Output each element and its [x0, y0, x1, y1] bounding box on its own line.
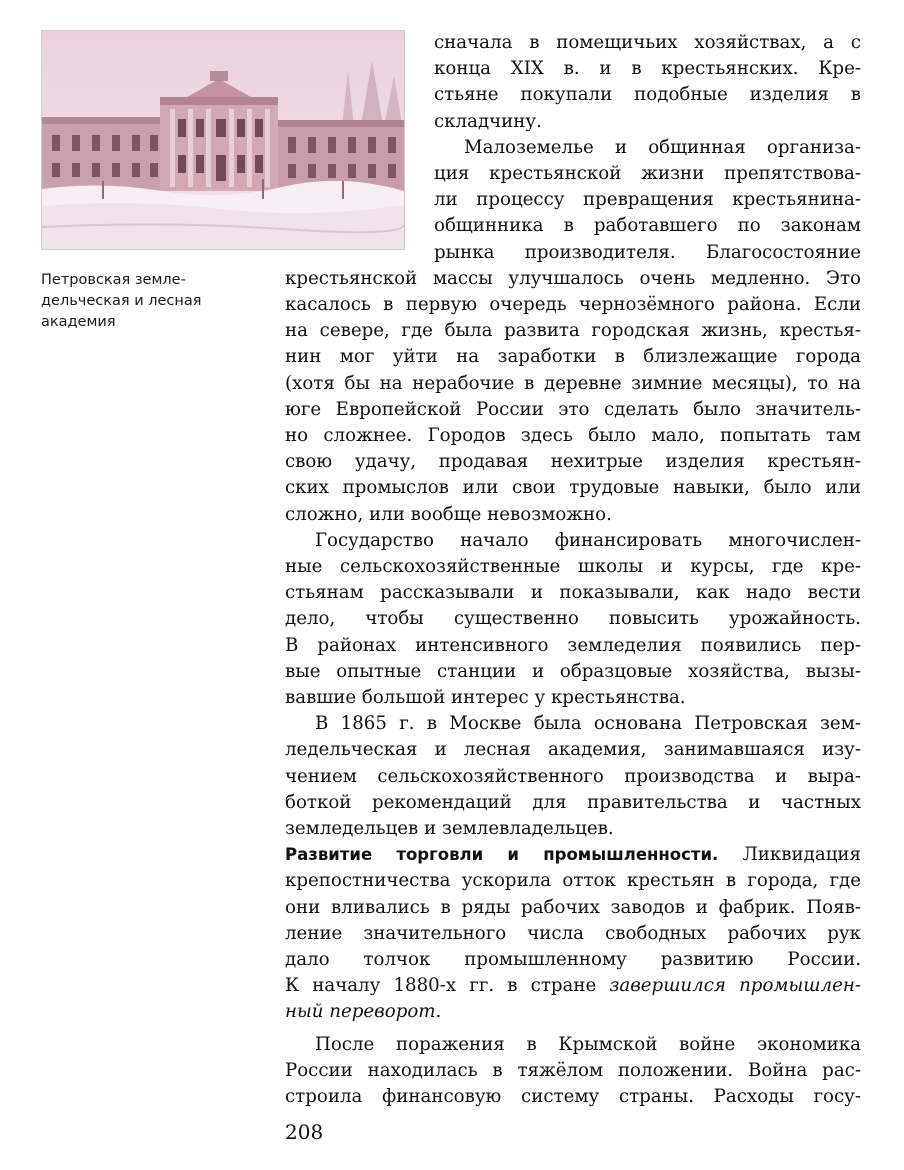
- text-run: общинника в работавшего по законам: [434, 215, 861, 237]
- text-run: Ликвидация: [718, 844, 861, 866]
- text-run: ция крестьянской жизни препятствова-: [434, 163, 861, 184]
- text-line: [285, 1059, 861, 1083]
- text-line: [434, 57, 861, 81]
- figure-caption: [41, 270, 251, 333]
- text-line: [285, 581, 861, 605]
- text-line: [285, 372, 861, 396]
- text-run: сложно, или вообще невозможно.: [285, 503, 612, 525]
- text-line: [434, 110, 861, 134]
- text-run: В районах интенсивного земледелия появились пер-: [285, 634, 861, 656]
- text-line: [285, 660, 861, 684]
- section-heading: Развитие торговли и промышленности.: [285, 845, 719, 865]
- text-line: [434, 214, 861, 238]
- text-run: К началу 1880-х гг. в стране: [285, 975, 610, 997]
- text-run: свою удачу, продавая нехитрые изделия крестьян-: [285, 451, 861, 473]
- page-number: 208: [285, 1120, 324, 1144]
- text-run: ских промыслов или свои трудовые навыки, было или: [285, 477, 861, 499]
- text-line: [285, 634, 861, 658]
- text-line: [285, 791, 861, 815]
- text-run: Малоземелье и общинная организа-: [464, 136, 861, 158]
- text-line: [285, 738, 861, 762]
- text-line: [315, 712, 861, 736]
- text-run: нин мог уйти на заработки в близлежащие города: [285, 346, 861, 368]
- text-line: [285, 345, 861, 369]
- text-line: [285, 398, 861, 422]
- text-line: [285, 948, 861, 972]
- text-line: [315, 1033, 861, 1057]
- text-run: Государство начало финансировать многочислен-: [315, 529, 861, 551]
- academy-illustration: [41, 30, 405, 250]
- text-run: боткой рекомендаций для правительства и частных: [285, 791, 861, 813]
- text-run: крестьянской массы улучшалось очень медленно. Это: [285, 267, 861, 289]
- text-run: стьяне покупали подобные изделия в: [434, 84, 861, 106]
- text-run: вые опытные станции и образцовые хозяйства, вызы-: [285, 660, 861, 682]
- text-run: ный переворот: [285, 1001, 436, 1023]
- text-run: ление значительного числа свободных рабочих рук: [285, 922, 861, 944]
- text-line: [285, 267, 861, 291]
- text-line: [434, 188, 861, 212]
- text-run: стьянам рассказывали и показывали, как надо вести: [285, 582, 861, 604]
- text-run: После поражения в Крымской войне экономика: [315, 1033, 861, 1055]
- text-line: [285, 869, 861, 893]
- text-run: ные сельскохозяйственные школы и курсы, где кре-: [285, 556, 861, 577]
- text-run: на севере, где была развита городская жизнь, крестья-: [285, 320, 861, 342]
- text-run: но сложнее. Городов здесь было мало, попытать там: [285, 425, 861, 446]
- text-run: дало толчок промышленному развитию России.: [285, 949, 861, 970]
- text-line: [285, 607, 861, 631]
- text-line: [315, 529, 861, 553]
- text-line: [285, 843, 861, 867]
- text-line: [285, 476, 861, 500]
- text-line: [285, 896, 861, 920]
- text-line: [285, 293, 861, 317]
- caption-line: дельческая и лесная: [41, 293, 202, 309]
- text-run: сначала в помещичьих хозяйствах, а с: [434, 32, 861, 53]
- text-line: [285, 1085, 861, 1109]
- text-line: [285, 686, 861, 710]
- caption-line: Петровская земле-: [41, 272, 186, 288]
- text-line: [285, 555, 861, 579]
- text-run: юге Европейской России это сделать было значитель-: [285, 398, 861, 420]
- text-line: [434, 241, 861, 265]
- text-run: земледельцев и землевладельцев.: [285, 818, 614, 839]
- text-run: (хотя бы на нерабочие в деревне зимние месяцы), то на: [285, 372, 861, 394]
- text-line: [285, 922, 861, 946]
- text-run: ли процессу превращения крестьянина-: [434, 189, 861, 211]
- text-line: [434, 31, 861, 55]
- text-run: складчину.: [434, 110, 542, 132]
- text-line: [464, 136, 861, 160]
- text-run: В 1865 г. в Москве была основана Петровская зем-: [315, 713, 861, 735]
- text-line: [285, 765, 861, 789]
- text-line: [285, 1000, 861, 1024]
- text-run: вавшие большой интерес у крестьянства.: [285, 687, 686, 708]
- text-run: они вливались в ряды рабочих заводов и фабрик. Появ-: [285, 896, 861, 918]
- text-run: рынка производителя. Благосостояние: [434, 241, 861, 263]
- text-run: чением сельскохозяйственного производства и выра-: [285, 765, 861, 787]
- text-line: [285, 450, 861, 474]
- text-run: России находилась в тяжёлом положении. Война рас-: [285, 1059, 861, 1081]
- text-line: [434, 83, 861, 107]
- text-run: строила финансовую систему страны. Расходы госу-: [285, 1086, 861, 1107]
- text-line: [434, 162, 861, 186]
- text-line: [285, 424, 861, 448]
- text-line: [285, 319, 861, 343]
- text-line: [285, 503, 861, 527]
- text-run: завершился промышлен-: [609, 975, 861, 997]
- text-run: .: [435, 1001, 442, 1023]
- caption-line: академия: [41, 314, 116, 330]
- text-line: [285, 817, 861, 841]
- text-run: касалось в первую очередь чернозёмного района. Если: [285, 294, 861, 315]
- text-run: крепостничества ускорила отток крестьян в города, где: [285, 870, 861, 892]
- text-run: дело, чтобы существенно повысить урожайность.: [285, 608, 861, 630]
- academy-building-picture: [42, 31, 404, 249]
- text-run: конца XIX в. и в крестьянских. Кре-: [434, 58, 861, 80]
- text-line: [285, 974, 861, 998]
- text-run: ледельческая и лесная академия, занимавшаяся изу-: [285, 739, 861, 761]
